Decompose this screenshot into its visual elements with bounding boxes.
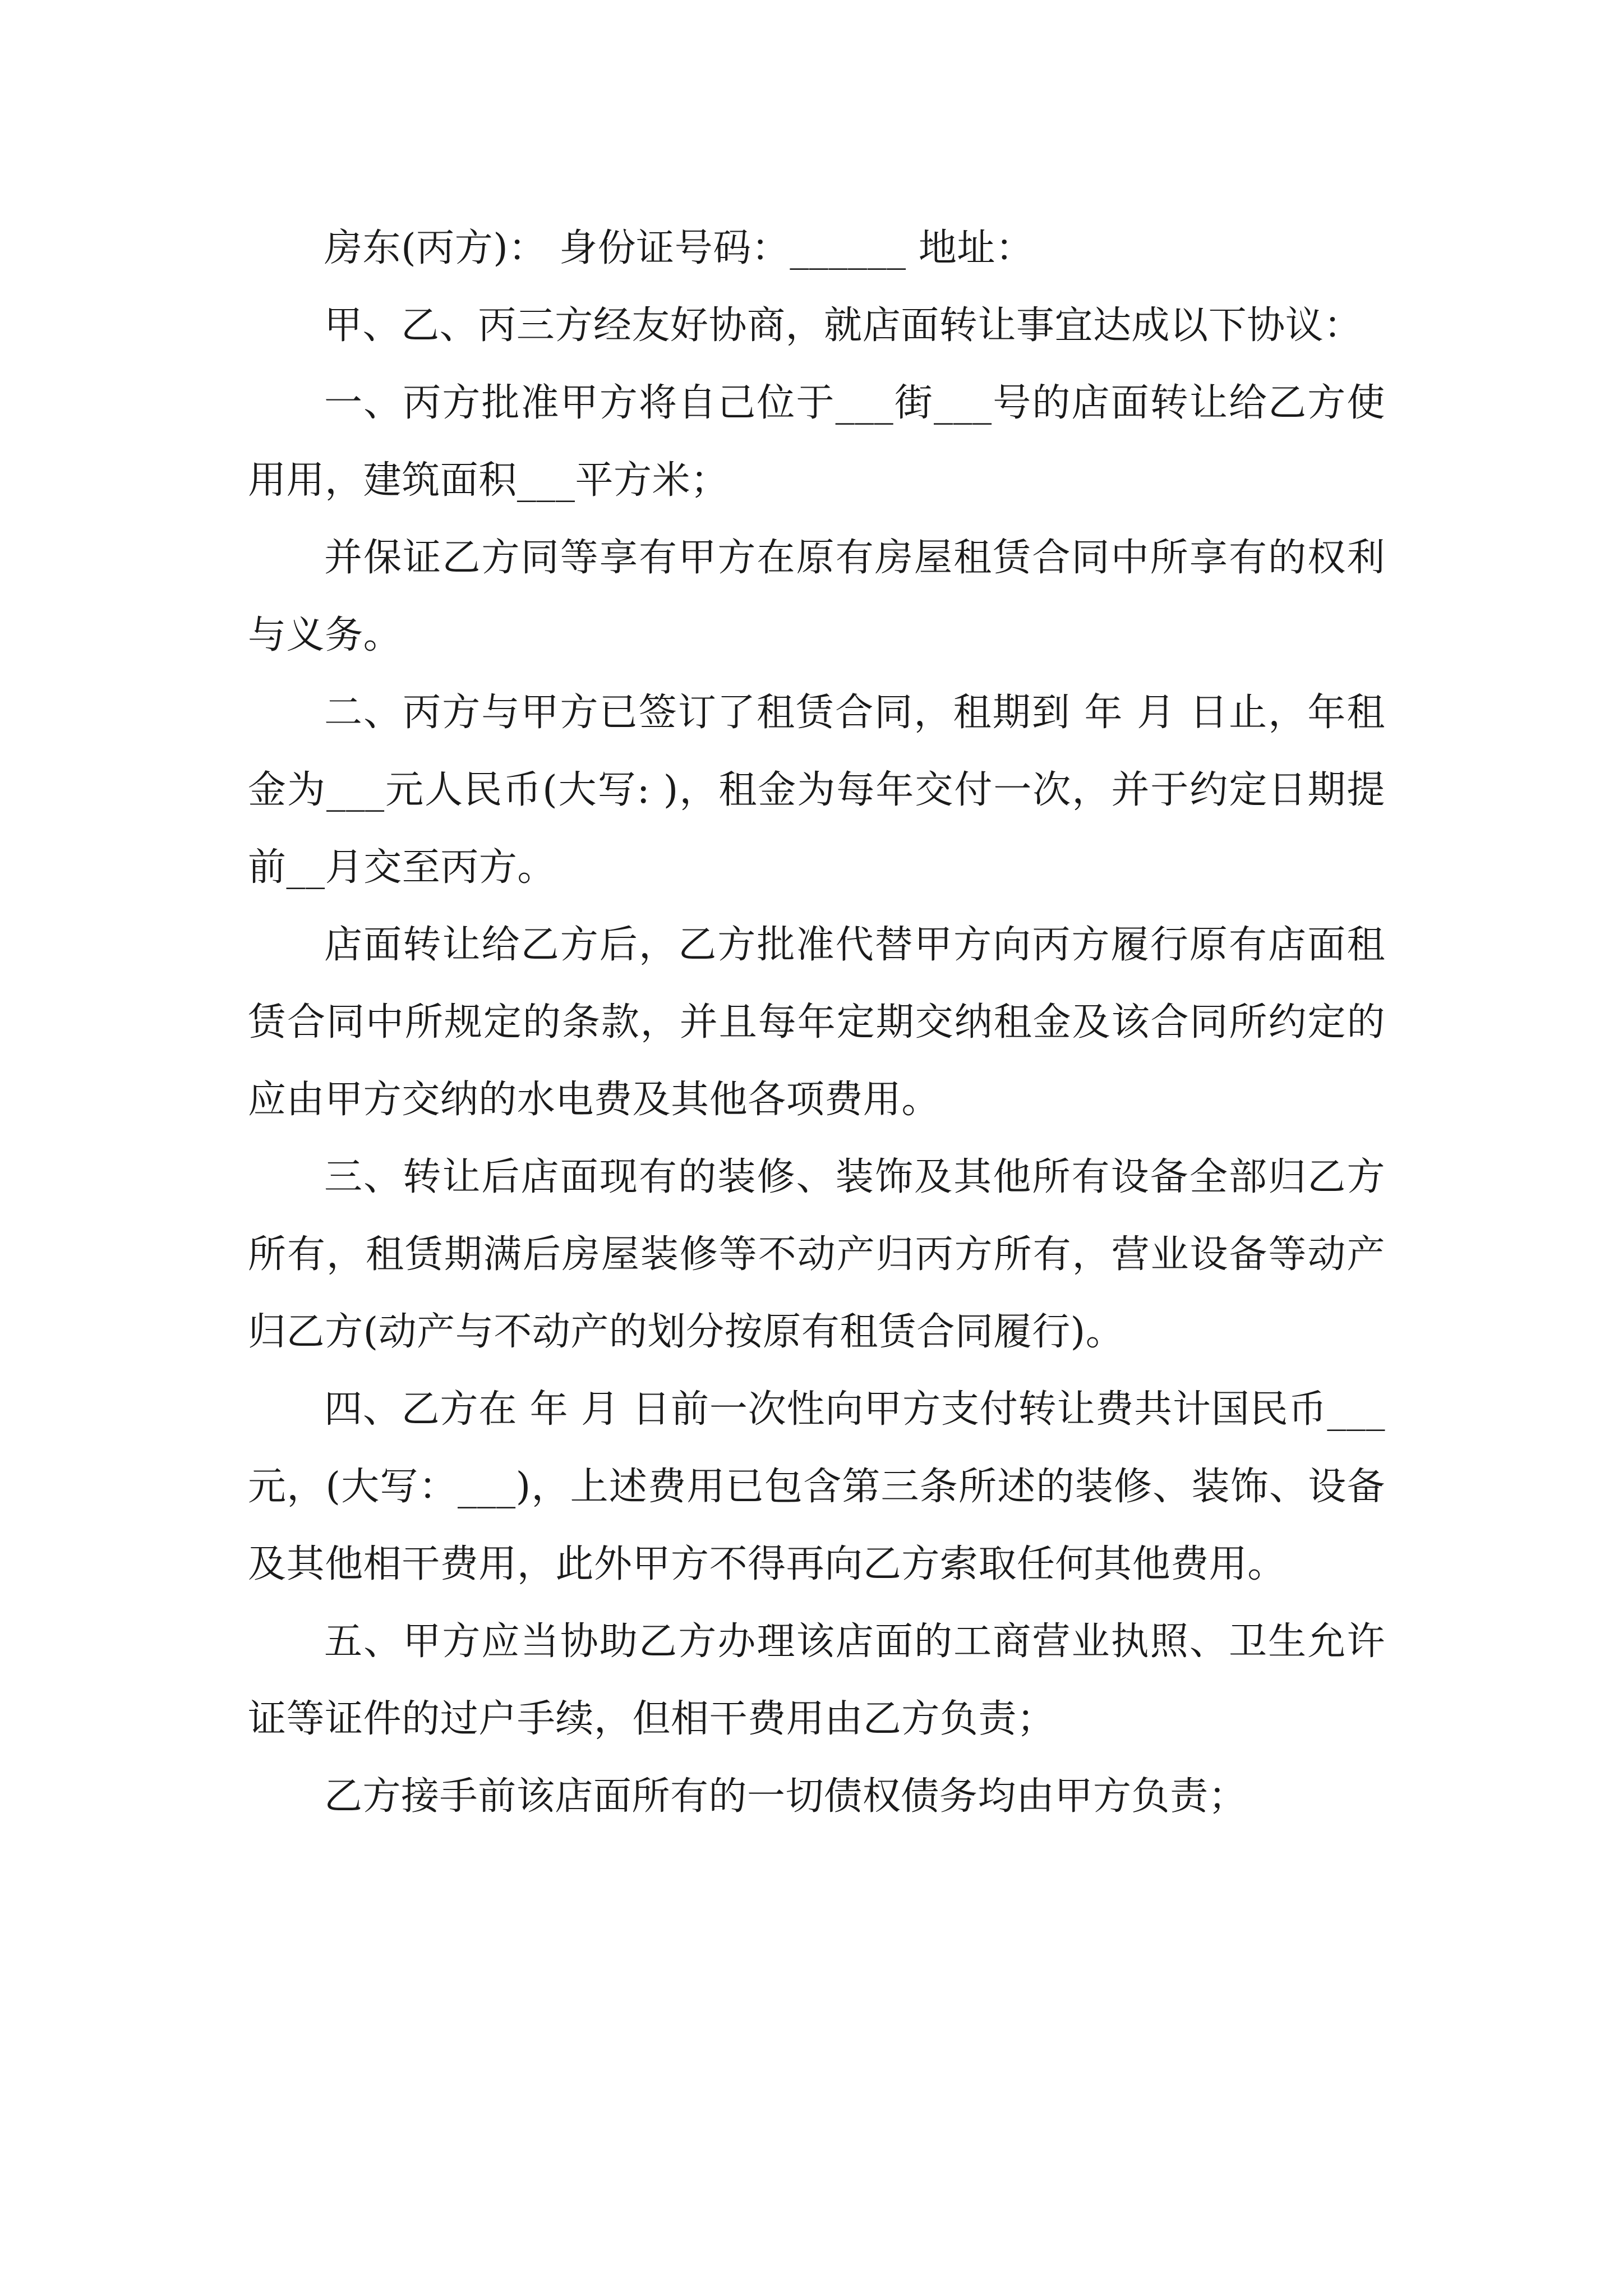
clause-4: 四、乙方在 年 月 日前一次性向甲方支付转让费共计国民币___元，(大写：___)，上述费用已包含第三条所述的装修、装饰、设备及其他相干费用，此外甲方不得再向乙方索取任何其他费用。 (248, 1387, 1385, 1586)
clause-5: 五、甲方应当协助乙方办理该店面的工商营业执照、卫生允许证等证件的过户手续，但相干费用由乙方负责； (248, 1619, 1385, 1741)
clause-2: 二、丙方与甲方已签订了租赁合同，租期到 年 月 日止，年租金为___元人民币(大写: )，租金为每年交付一次，并于约定日期提前__月交至丙方。 (248, 691, 1385, 890)
clause-3: 三、转让后店面现有的装修、装饰及其他所有设备全部归乙方所有，租赁期满后房屋装修等不动产归丙方所有，营业设备等动产归乙方(动产与不动产的划分按原有租赁合同履行)。 (248, 1155, 1385, 1354)
agreement-intro: 甲、乙、丙三方经友好协商，就店面转让事宜达成以下协议： (324, 303, 1362, 348)
clause-5-debts: 乙方接手前该店面所有的一切债权债务均由甲方负责； (324, 1774, 1247, 1819)
clause-1: 一、丙方批准甲方将自己位于___街___号的店面转让给乙方使用用，建筑面积___平方米； (248, 381, 1385, 503)
document-page (248, 0, 1385, 2296)
landlord-info-line: 房东(丙方)： 身份证号码：______ 地址： (324, 226, 1034, 270)
clause-1-rights: 并保证乙方同等享有甲方在原有房屋租赁合同中所享有的权利与义务。 (248, 536, 1385, 657)
clause-2-obligations: 店面转让给乙方后，乙方批准代替甲方向丙方履行原有店面租赁合同中所规定的条款，并且每年定期交纳租金及该合同所约定的应由甲方交纳的水电费及其他各项费用。 (248, 923, 1385, 1122)
